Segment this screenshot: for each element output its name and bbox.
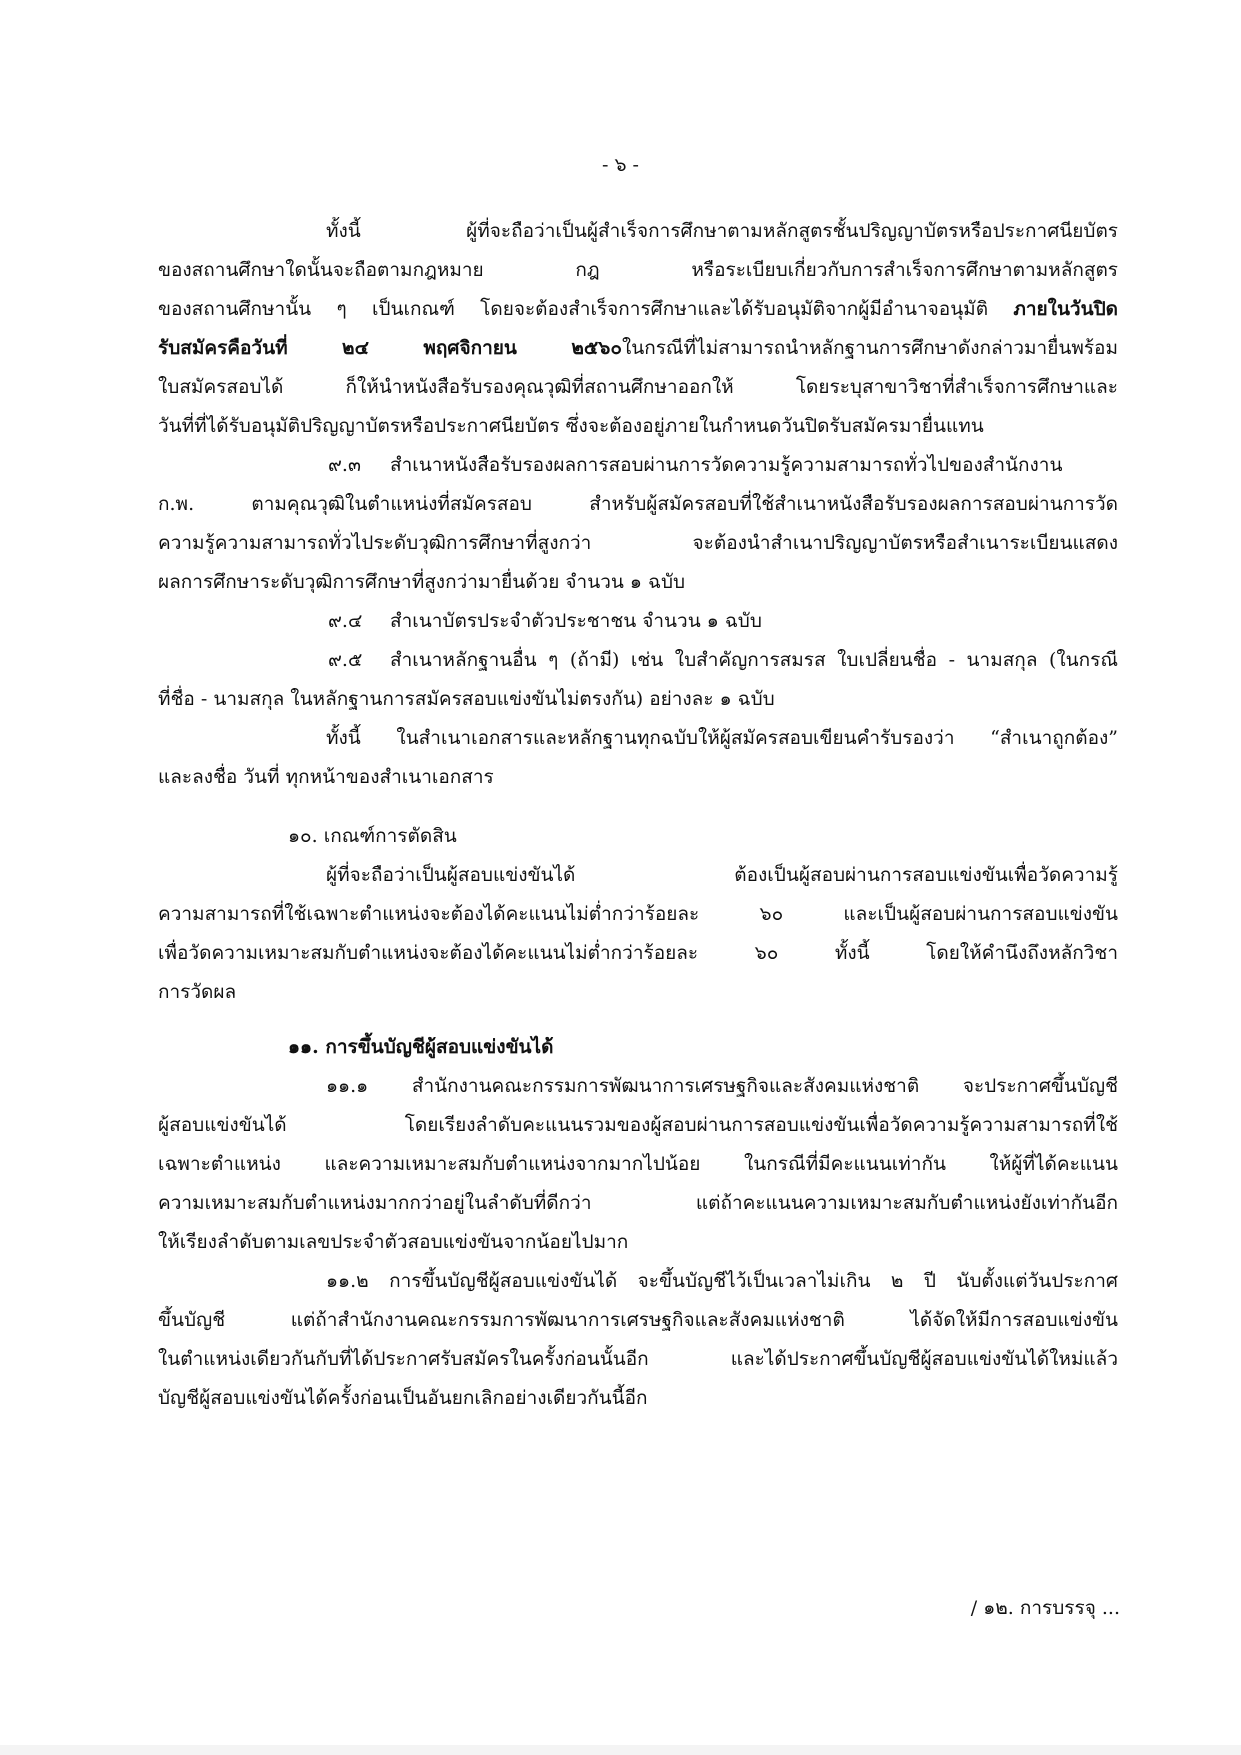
item-11-1: [158, 1067, 1118, 1262]
text-line: [158, 446, 1118, 485]
text-line: [158, 602, 1118, 641]
spacer: [158, 797, 1118, 817]
text-line: [158, 290, 1118, 329]
page-number: - ๖ -: [602, 154, 639, 176]
text-line: ในตำแหน่งเดียวกันกับที่ได้ประกาศรับสมัครในครั้งก่อนนั้นอีก และได้ประกาศขึ้นบัญชีผู้สอบแข่งขันได้ใหม่แล้ว: [158, 1348, 1118, 1370]
text-bold: ภายในวันปิด: [1013, 298, 1118, 320]
text-line: ของสถานศึกษาใดนั้นจะถือตามกฎหมาย กฎ หรือระเบียบเกี่ยวกับการสำเร็จการศึกษาตามหลักสูตร: [158, 259, 1118, 281]
text-line: [158, 329, 1118, 368]
text-line: ก.พ. ตามคุณวุฒิในตำแหน่งที่สมัครสอบ สำหรับผู้สมัครสอบที่ใช้สำเนาหนังสือรับรองผลการสอบผ่านการวัด: [158, 493, 1118, 515]
text-line: ผู้สอบแข่งขันได้ โดยเรียงลำดับคะแนนรวมของผู้สอบผ่านการสอบแข่งขันเพื่อวัดความรู้ความสามารถที่ใช้: [158, 1114, 1118, 1136]
text-line: ทั้งนี้ ผู้ที่จะถือว่าเป็นผู้สำเร็จการศึกษาตามหลักสูตรชั้นปริญญาบัตรหรือประกาศนียบัตร: [326, 220, 1118, 242]
text-line: การวัดผล: [158, 981, 237, 1003]
item-text: สำเนาหนังสือรับรองผลการสอบผ่านการวัดความรู้ความสามารถทั่วไปของสำนักงาน: [390, 454, 1063, 476]
section-10: [158, 817, 1118, 1012]
text-line: ความสามารถที่ใช้เฉพาะตำแหน่งจะต้องได้คะแนนไม่ต่ำกว่าร้อยละ ๖๐ และเป็นผู้สอบผ่านการสอบแข่งขัน: [158, 903, 1118, 925]
item-9-3: [158, 446, 1118, 602]
item-9-5: [158, 641, 1118, 719]
item-9-4: [158, 602, 1118, 641]
item-11-2: [158, 1262, 1118, 1418]
text-line: ทั้งนี้ ในสำเนาเอกสารและหลักฐานทุกฉบับให้ผู้สมัครสอบเขียนคำรับรองว่า “สำเนาถูกต้อง”: [326, 727, 1118, 749]
scan-edge: [0, 1745, 1241, 1755]
text-line: [158, 641, 1118, 680]
section-heading: ๑๐. เกณฑ์การตัดสิน: [288, 825, 457, 847]
text-line: วันที่ที่ได้รับอนุมัติปริญญาบัตรหรือประกาศนียบัตร ซึ่งจะต้องอยู่ภายในกำหนดวันปิดรับสมัครมายื่นแทน: [158, 415, 984, 437]
spacer: [158, 1012, 1118, 1028]
text-line: บัญชีผู้สอบแข่งขันได้ครั้งก่อนเป็นอันยกเลิกอย่างเดียวกันนี้อีก: [158, 1387, 648, 1409]
item-text: สำเนาบัตรประจำตัวประชาชน จำนวน ๑ ฉบับ: [390, 610, 762, 632]
text-bold: รับสมัครคือวันที่ ๒๔ พฤศจิกายน ๒๕๖๐: [158, 337, 622, 359]
item-number: ๙.๓: [328, 454, 361, 476]
text-line: ให้เรียงลำดับตามเลขประจำตัวสอบแข่งขันจากน้อยไปมาก: [158, 1231, 629, 1253]
text-normal: ในกรณีที่ไม่สามารถนำหลักฐานการศึกษาดังกล่าวมายื่นพร้อม: [621, 337, 1118, 359]
text-line: ความรู้ความสามารถทั่วไประดับวุฒิการศึกษาที่สูงกว่า จะต้องนำสำเนาปริญญาบัตรหรือสำเนาระเบียนแสดง: [158, 532, 1118, 554]
text-line: เพื่อวัดความเหมาะสมกับตำแหน่งจะต้องได้คะแนนไม่ต่ำกว่าร้อยละ ๖๐ ทั้งนี้ โดยให้คำนึงถึงหลักวิชา: [158, 942, 1118, 964]
footer-continuation: / ๑๒. การบรรจุ ...: [970, 1597, 1120, 1619]
section-11: [158, 1028, 1118, 1418]
paragraph-certify: [158, 719, 1118, 797]
text-line: ที่ชื่อ - นามสกุล ในหลักฐานการสมัครสอบแข่งขันไม่ตรงกัน) อย่างละ ๑ ฉบับ: [158, 688, 775, 710]
text-line: ใบสมัครสอบได้ ก็ให้นำหนังสือรับรองคุณวุฒิที่สถานศึกษาออกให้ โดยระบุสาขาวิชาที่สำเร็จการศึกษาและ: [158, 376, 1118, 398]
document-body: [158, 212, 1118, 1418]
text-line: ขึ้นบัญชี แต่ถ้าสำนักงานคณะกรรมการพัฒนาการเศรษฐกิจและสังคมแห่งชาติ ได้จัดให้มีการสอบแข่งขัน: [158, 1309, 1118, 1331]
text-line: ความเหมาะสมกับตำแหน่งมากกว่าอยู่ในลำดับที่ดีกว่า แต่ถ้าคะแนนความเหมาะสมกับตำแหน่งยังเท่ากันอีก: [158, 1192, 1118, 1214]
text-line: ๑๑.๒ การขึ้นบัญชีผู้สอบแข่งขันได้ จะขึ้นบัญชีไว้เป็นเวลาไม่เกิน ๒ ปี นับตั้งแต่วันประกาศ: [326, 1270, 1118, 1292]
text-line: และลงชื่อ วันที่ ทุกหน้าของสำเนาเอกสาร: [158, 766, 494, 788]
text-line: เฉพาะตำแหน่ง และความเหมาะสมกับตำแหน่งจากมากไปน้อย ในกรณีที่มีคะแนนเท่ากัน ให้ผู้ที่ได้คะแนน: [158, 1153, 1118, 1175]
section-heading: ๑๑. การขึ้นบัญชีผู้สอบแข่งขันได้: [288, 1036, 554, 1058]
text-line: ผู้ที่จะถือว่าเป็นผู้สอบแข่งขันได้ ต้องเป็นผู้สอบผ่านการสอบแข่งขันเพื่อวัดความรู้: [326, 864, 1118, 886]
paragraph-graduation: [158, 212, 1118, 446]
text-normal: ของสถานศึกษานั้น ๆ เป็นเกณฑ์ โดยจะต้องสำเร็จการศึกษาและได้รับอนุมัติจากผู้มีอำนาจอนุมัติ: [158, 298, 989, 320]
item-number: ๙.๕: [328, 649, 363, 671]
item-number: ๙.๔: [328, 610, 363, 632]
text-line: ผลการศึกษาระดับวุฒิการศึกษาที่สูงกว่ามายื่นด้วย จำนวน ๑ ฉบับ: [158, 571, 686, 593]
text-line: ๑๑.๑ สำนักงานคณะกรรมการพัฒนาการเศรษฐกิจและสังคมแห่งชาติ จะประกาศขึ้นบัญชี: [326, 1075, 1118, 1097]
item-text: สำเนาหลักฐานอื่น ๆ (ถ้ามี) เช่น ใบสำคัญการสมรส ใบเปลี่ยนชื่อ - นามสกุล (ในกรณี: [390, 649, 1118, 671]
